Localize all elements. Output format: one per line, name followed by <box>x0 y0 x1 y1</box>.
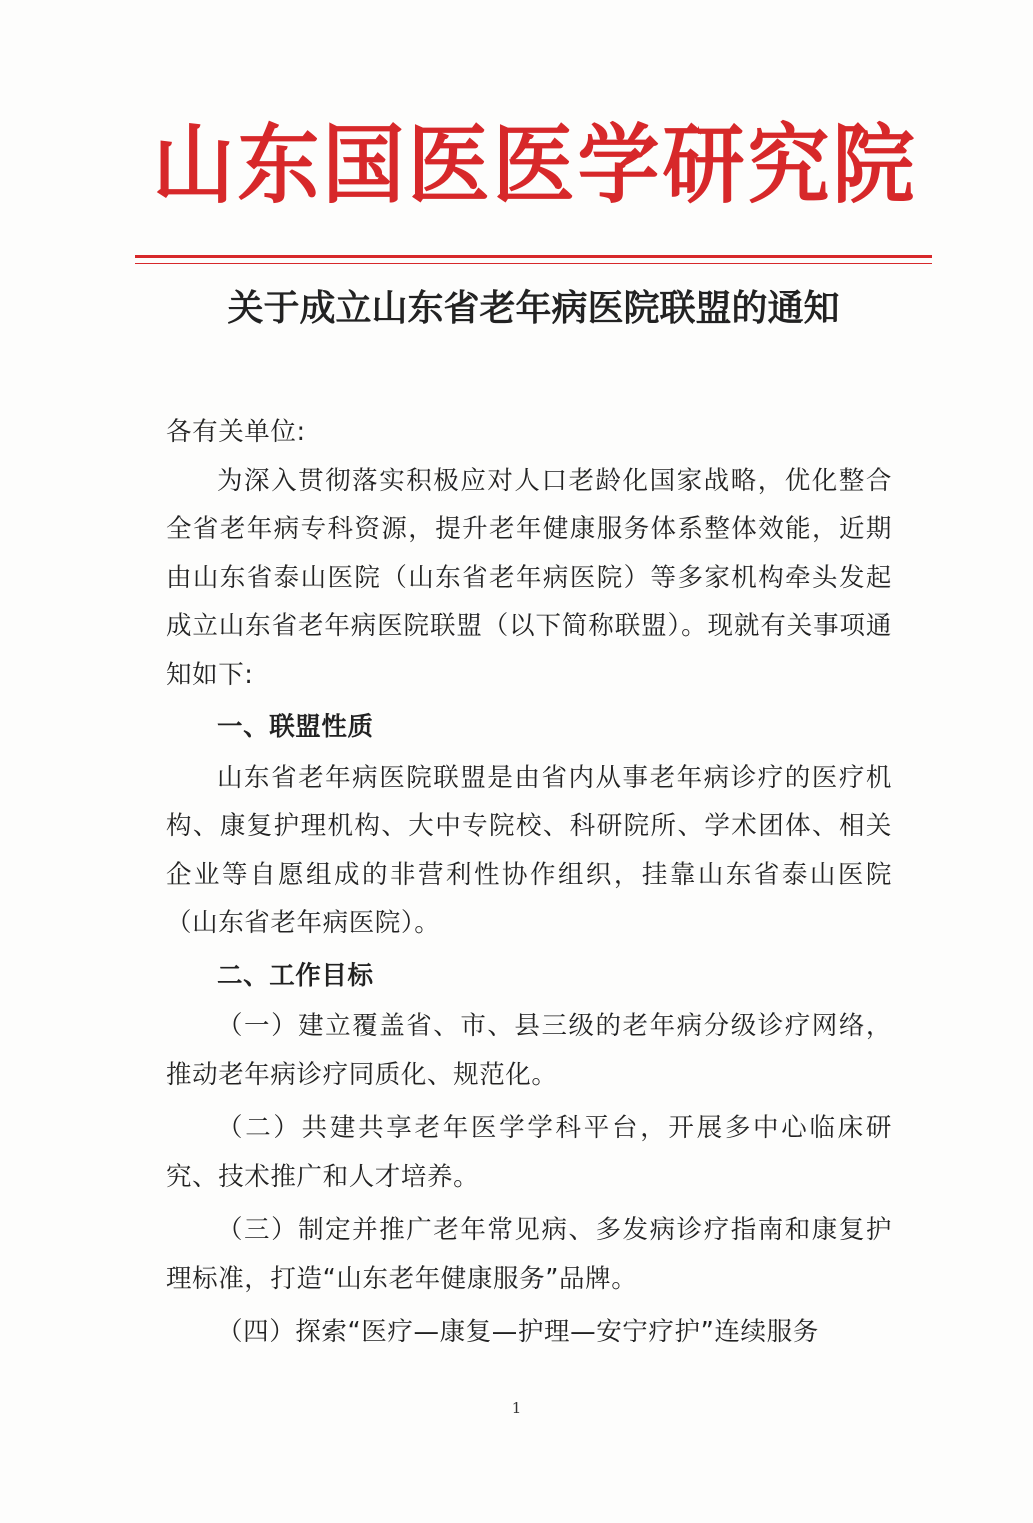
document-body <box>166 408 892 1357</box>
page-number: 1 <box>511 1399 522 1417</box>
header-rule-thin <box>135 263 932 264</box>
header-rule-thick <box>135 255 932 258</box>
document-title: 关于成立山东省老年病医院联盟的通知 <box>227 287 840 329</box>
org-header: 山东国医医学研究院 <box>152 115 918 216</box>
section-heading-nature: 一、联盟性质 <box>217 712 374 742</box>
goal-item: （一）建立覆盖省、市、县三级的老年病分级诊疗网络，推动老年病诊疗同质化、规范化。 <box>166 1011 892 1090</box>
goal-item: （二）共建共享老年医学学科平台，开展多中心临床研究、技术推广和人才培养。 <box>166 1113 892 1192</box>
section-heading-goals: 二、工作目标 <box>217 960 374 991</box>
goal-item: （三）制定并推广老年常见病、多发病诊疗指南和康复护理标准，打造“山东老年健康服务”品牌。 <box>166 1215 892 1294</box>
salutation: 各有关单位: <box>166 417 306 447</box>
goal-item: （四）探索“医疗—康复—护理—安宁疗护”连续服务 <box>217 1317 819 1347</box>
intro-paragraph: 为深入贯彻落实积极应对人口老龄化国家战略，优化整合全省老年病专科资源，提升老年健康服务体系整体效能，近期由山东省泰山医院（山东省老年病医院）等多家机构牵头发起成立山东省老年病医院联盟（以下简称联盟）。现就有关事项通知如下: <box>166 465 892 690</box>
section-paragraph-nature: 山东省老年病医院联盟是由省内从事老年病诊疗的医疗机构、康复护理机构、大中专院校、科研院所、学术团体、相关企业等自愿组成的非营利性协作组织，挂靠山东省泰山医院（山东省老年病医院）。 <box>166 762 892 938</box>
